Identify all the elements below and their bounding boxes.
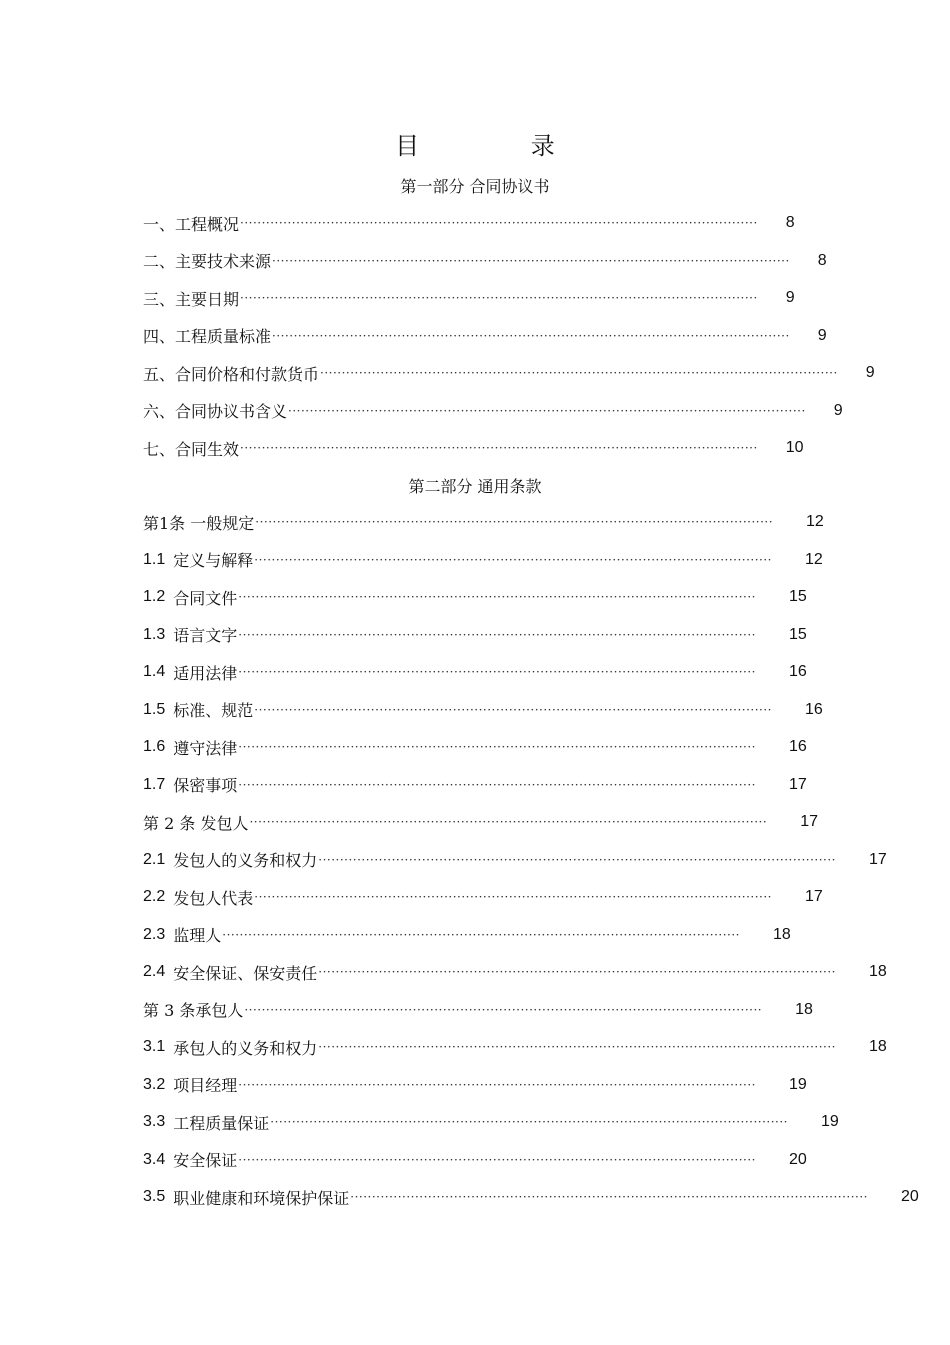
toc-entry[interactable] [143, 735, 807, 759]
toc-entry-page-number: 17 [869, 850, 887, 868]
toc-entry[interactable] [143, 1185, 919, 1209]
toc-entry-page-number: 9 [817, 326, 827, 344]
toc-entry[interactable] [143, 773, 807, 797]
toc-entry-number: 3.2 [143, 1075, 166, 1093]
toc-entry-page-number: 18 [773, 925, 791, 943]
toc-entry-page-number: 16 [805, 700, 823, 718]
toc-entry-page-number: 19 [789, 1075, 807, 1093]
toc-entry-label: 承包人的义务和权力 [173, 1038, 318, 1058]
toc-entry-number: 2.4 [143, 963, 166, 980]
toc-entry-label: 保密事项 [173, 776, 238, 795]
toc-entry-label: 工程质量保证 [173, 1113, 270, 1133]
toc-dot-leader: ························································································································ [238, 1152, 756, 1167]
toc-entry-label: 第1条 一般规定 [143, 513, 255, 533]
toc-entry-number: 1.6 [143, 738, 166, 755]
page-title: 目 录 [395, 132, 607, 160]
toc-entry-page-number: 9 [833, 401, 843, 419]
toc-dot-leader: ························································································································ [318, 852, 836, 867]
toc-entry-page-number: 20 [789, 1150, 807, 1168]
toc-entry[interactable] [143, 1073, 807, 1097]
toc-entry[interactable] [143, 399, 843, 423]
toc-entry-number: 1.5 [143, 700, 166, 718]
toc-entry-page-number: 19 [821, 1113, 839, 1130]
toc-dot-leader: ························································································································ [318, 965, 836, 979]
toc-entry-page-number: 12 [806, 513, 824, 530]
part2-heading: 第二部分 通用条款 [408, 477, 542, 496]
toc-entry-number: 1.4 [143, 663, 166, 680]
toc-dot-leader: ························································································································ [254, 552, 772, 567]
toc-entry[interactable] [143, 660, 807, 684]
toc-entry-label: 适用法律 [173, 663, 238, 683]
toc-entry-number: 三、 [143, 289, 176, 309]
toc-entry-page-number: 9 [785, 289, 795, 306]
toc-dot-leader: ························································································································ [254, 702, 772, 717]
toc-dot-leader: ························································································································ [240, 441, 758, 455]
toc-entry-label: 第 2 条 发包人 [143, 813, 249, 833]
toc-entry-number: 2.2 [143, 888, 166, 905]
toc-entry-page-number: 16 [789, 738, 807, 755]
toc-entry[interactable] [143, 1148, 807, 1172]
toc-entry-number: 五、 [143, 364, 176, 384]
toc-entry[interactable] [143, 885, 823, 909]
toc-entry-label: 遵守法律 [173, 738, 238, 758]
toc-entry-page-number: 18 [869, 1038, 887, 1055]
toc-dot-leader: ························································································································ [238, 777, 756, 792]
toc-entry-page-number: 9 [865, 364, 875, 381]
toc-entry-number: 3.3 [143, 1113, 166, 1130]
toc-entry[interactable] [143, 998, 813, 1022]
toc-dot-leader: ························································································································ [288, 403, 806, 418]
toc-entry-number: 2.3 [143, 925, 166, 943]
toc-entry-number: 1.3 [143, 625, 166, 643]
toc-entry-page-number: 20 [901, 1188, 919, 1205]
toc-entry[interactable] [143, 548, 823, 572]
toc-entry[interactable] [143, 960, 887, 984]
toc-dot-leader: ························································································································ [238, 627, 756, 642]
toc-entry-label: 项目经理 [173, 1076, 238, 1095]
toc-entry-number: 1.1 [143, 550, 166, 568]
toc-dot-leader: ························································································································ [222, 927, 740, 942]
toc-entry[interactable] [143, 361, 875, 385]
toc-entry-label: 合同文件 [173, 588, 238, 608]
toc-entry-label: 主要日期 [175, 289, 240, 309]
toc-entry[interactable] [143, 1110, 839, 1134]
toc-entry-label: 工程概况 [175, 214, 240, 234]
toc-entry-number: 2.1 [143, 850, 166, 868]
toc-entry-page-number: 8 [817, 251, 827, 269]
toc-entry-label: 安全保证、保安责任 [173, 963, 318, 983]
toc-entry[interactable] [143, 923, 791, 947]
toc-dot-leader: ························································································································ [255, 515, 774, 529]
toc-dot-leader: ························································································································ [238, 590, 756, 604]
toc-entry-number: 3.4 [143, 1150, 166, 1168]
toc-entry-label: 发包人代表 [173, 888, 254, 908]
toc-entry[interactable] [143, 848, 887, 872]
toc-entry-number: 二、 [143, 252, 176, 271]
toc-entry[interactable] [143, 436, 804, 460]
toc-dot-leader: ························································································································ [318, 1040, 836, 1054]
toc-dot-leader: ························································································································ [244, 1002, 763, 1017]
toc-entry-page-number: 17 [789, 775, 807, 793]
toc-entry-number: 四、 [143, 327, 176, 346]
toc-entry[interactable] [143, 698, 823, 722]
toc-entry-page-number: 8 [785, 214, 795, 231]
toc-entry[interactable] [143, 623, 807, 647]
toc-entry-page-number: 18 [795, 1000, 813, 1018]
toc-entry[interactable] [143, 249, 827, 273]
toc-entry-label: 第 3 条承包人 [143, 1001, 244, 1020]
toc-entry[interactable] [143, 585, 807, 609]
toc-dot-leader: ························································································································ [254, 890, 772, 904]
toc-entry-number: 一、 [143, 214, 176, 234]
toc-entry-number: 1.7 [143, 775, 166, 793]
toc-entry[interactable] [143, 324, 827, 348]
toc-dot-leader: ························································································································ [240, 216, 758, 230]
toc-dot-leader: ························································································································ [238, 665, 756, 679]
toc-entry-label: 定义与解释 [173, 551, 254, 570]
toc-entry-page-number: 12 [805, 550, 823, 568]
toc-entry-label: 合同协议书含义 [175, 402, 288, 421]
toc-entry-page-number: 17 [800, 813, 818, 830]
toc-entry[interactable] [143, 810, 818, 834]
toc-entry-number: 3.5 [143, 1188, 166, 1205]
toc-entry-page-number: 10 [785, 439, 804, 456]
toc-entry[interactable] [143, 286, 795, 310]
toc-entry-label: 监理人 [173, 926, 222, 945]
toc-entry-label: 语言文字 [173, 626, 238, 645]
toc-dot-leader: ························································································································ [270, 1115, 788, 1129]
toc-entry-page-number: 16 [789, 663, 807, 680]
toc-entry-page-number: 17 [805, 888, 823, 905]
toc-entry-number: 1.2 [143, 588, 166, 605]
toc-dot-leader: ························································································································ [240, 291, 758, 305]
toc-entry-label: 发包人的义务和权力 [173, 851, 318, 870]
toc-entry-number: 六、 [143, 402, 176, 421]
toc-entry[interactable] [143, 1035, 887, 1059]
toc-entry-label: 合同价格和付款货币 [175, 364, 320, 384]
toc-dot-leader: ························································································································ [238, 1077, 756, 1092]
part1-heading: 第一部分 合同协议书 [400, 177, 550, 196]
toc-entry-label: 工程质量标准 [175, 327, 272, 346]
toc-entry-number: 3.1 [143, 1038, 166, 1055]
toc-dot-leader: ························································································································ [320, 366, 838, 380]
toc-entry-page-number: 18 [869, 963, 887, 980]
toc-entry-page-number: 15 [789, 625, 807, 643]
toc-entry-label: 主要技术来源 [175, 252, 272, 271]
toc-dot-leader: ························································································································ [350, 1190, 868, 1204]
toc-entry-label: 合同生效 [175, 439, 240, 459]
toc-entry-number: 七、 [143, 439, 176, 459]
toc-entry[interactable] [143, 510, 824, 534]
toc-dot-leader: ························································································································ [238, 740, 756, 754]
toc-entry-page-number: 15 [789, 588, 807, 605]
toc-entry[interactable] [143, 211, 795, 235]
toc-entry-label: 职业健康和环境保护保证 [173, 1188, 350, 1208]
toc-dot-leader: ························································································································ [272, 328, 790, 343]
toc-entry-label: 标准、规范 [173, 701, 254, 720]
toc-dot-leader: ························································································································ [272, 253, 790, 268]
toc-dot-leader: ························································································································ [249, 815, 768, 829]
toc-entry-label: 安全保证 [173, 1151, 238, 1170]
